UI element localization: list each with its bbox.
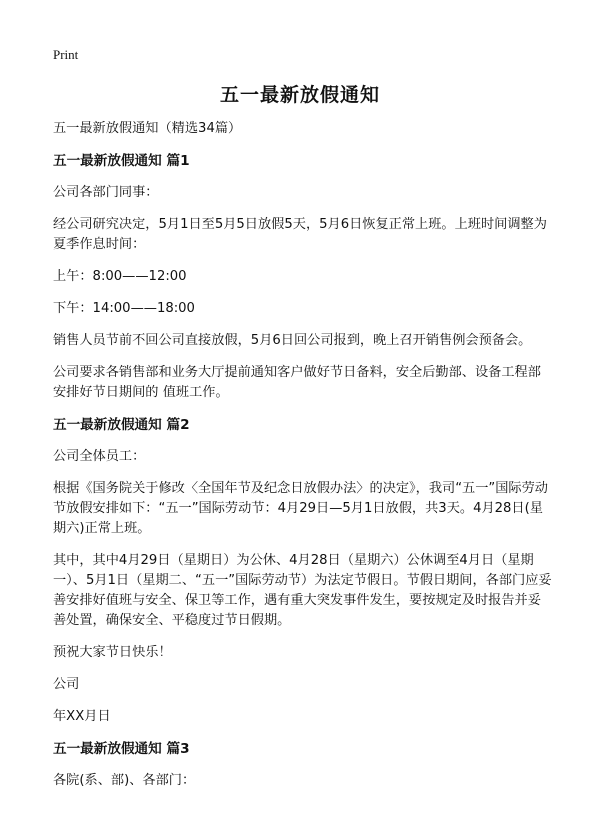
paragraph: 销售人员节前不回公司直接放假，5月6日回公司报到，晚上召开销售例会预备会。 (53, 333, 532, 348)
paragraph: 各院(系、部)、各部门： (53, 773, 196, 788)
paragraph: 预祝大家节日快乐！ (53, 645, 172, 660)
section-heading-1: 五一最新放假通知 篇1 (53, 153, 190, 169)
print-link[interactable]: Print (53, 47, 79, 62)
paragraph: 下午：14:00——18:00 (53, 301, 195, 316)
paragraph: 经公司研究决定，5月1日至5月5日放假5天，5月6日恢复正常上班。上班时间调整为夏季作息时间： (53, 217, 547, 252)
paragraph: 其中，其中4月29日（星期日）为公休、4月28日（星期六）公休调至4月日（星期一）、5月1日（星期二、“五一”国际劳动节）为法定节假日。节假日期间，各部门应妥善安排好值班与安全、保卫等工作，遇有重大突发事件发生，要按规定及时报告并妥善处置，确保安全、平稳度过节日假期。 (53, 553, 552, 628)
paragraph: 根据《国务院关于修改〈全国年节及纪念日放假办法〉的决定》，我司“五一”国际劳动节放假安排如下：“五一”国际劳动节：4月29日—5月1日放假，共3天。4月28日(星期六)正常上班。 (53, 481, 548, 536)
paragraph: 公司各部门同事： (53, 185, 159, 200)
paragraph: 年XX月日 (53, 709, 111, 724)
paragraph: 公司要求各销售部和业务大厅提前通知客户做好节日备料，安全后勤部、设备工程部安排好节日期间的 值班工作。 (53, 365, 541, 400)
paragraph: 公司 (53, 677, 80, 692)
section-heading-2: 五一最新放假通知 篇2 (53, 417, 190, 433)
section-heading-3: 五一最新放假通知 篇3 (53, 741, 190, 757)
document-body (53, 119, 553, 803)
paragraph: 上午：8:00——12:00 (53, 269, 187, 284)
document-subtitle: 五一最新放假通知（精选34篇） (53, 121, 242, 136)
paragraph: 公司全体员工： (53, 449, 146, 464)
page-title: 五一最新放假通知 (219, 84, 380, 106)
